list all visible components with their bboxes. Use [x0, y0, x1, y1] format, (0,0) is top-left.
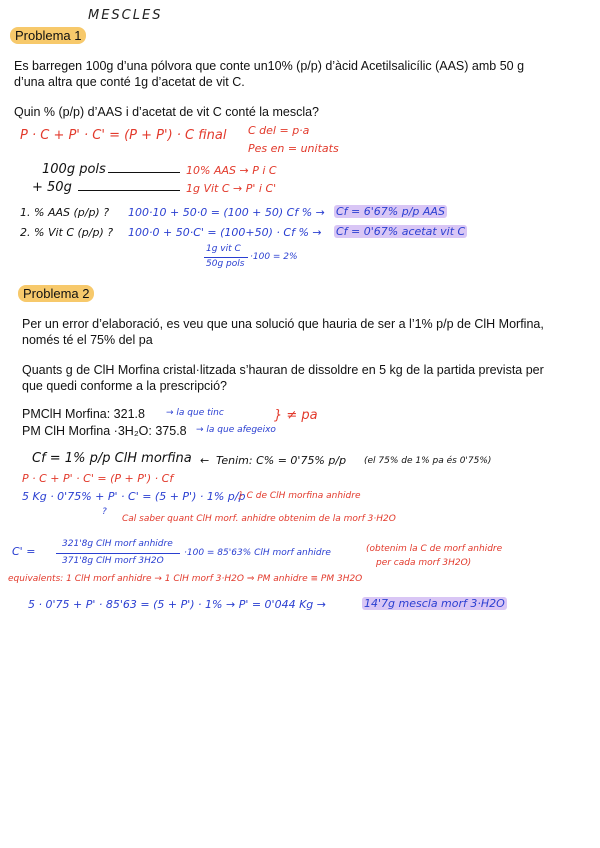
pm-anhydrous: PMClH Morfina: 321.8 — [22, 407, 145, 421]
formula-note-concentration: C del = p·a — [248, 124, 310, 137]
pols-label: 100g pols — [42, 162, 106, 177]
arrow-left: ← — [200, 454, 210, 467]
pols-right-1: 10% AAS → P i C — [186, 164, 277, 177]
fraction-2-numerator: 321'8g ClH morf anhidre — [62, 539, 173, 549]
fraction-denominator: 50g pols — [206, 259, 245, 269]
question-1-equation: 100·10 + 50·0 = (100 + 50) Cf % → — [128, 206, 325, 219]
plus-50g-label: + 50g — [32, 180, 72, 195]
page-title: MESCLES — [88, 8, 163, 23]
fraction-numerator: 1g vit C — [206, 244, 241, 254]
equivalents-line: equivalents: 1 ClH morf anhidre → 1 ClH morf 3·H2O ⇒ PM anhidre ≡ PM 3H2O — [8, 574, 363, 584]
target-concentration: Cf = 1% p/p ClH morfina — [32, 451, 192, 466]
question-1-result: Cf = 6'67% p/p AAS — [336, 205, 445, 218]
problem-1-tag: Problema 1 — [10, 27, 86, 44]
pm-trihydrate: PM ClH Morfina ·3H₂O: 375.8 — [22, 424, 187, 438]
problem-2-question: Quants g de ClH Morfina cristal·litzada s’hauran de dissoldre en 5 kg de la partida prevista per que quedi conforme a la prescripció? — [22, 363, 544, 393]
fraction-2-note-2: per cada morf 3H2O) — [376, 558, 472, 568]
formula-note-weight: Pes en = unitats — [248, 142, 339, 155]
brace-note: } ≠ pa — [274, 408, 318, 423]
fraction-2-denominator: 371'8g ClH morf 3H2O — [62, 556, 164, 566]
arrow-line-1 — [108, 172, 180, 173]
problem-2-tag: Problema 2 — [18, 285, 94, 302]
fraction-2-result: ·100 = 85'63% ClH morf anhidre — [184, 548, 331, 558]
question-2-result: Cf = 0'67% acetat vit C — [336, 225, 466, 238]
pols-right-2: 1g Vit C → P' i C' — [186, 182, 277, 195]
arrow-line-2 — [78, 190, 180, 191]
fraction-2-bar — [56, 553, 180, 554]
problem-1-question: Quin % (p/p) d’AAS i d’acetat de vit C conté la mescla? — [14, 105, 320, 119]
equation-blue: 5 Kg · 0'75% + P' · C' = (5 + P') · 1% p/p — [22, 490, 246, 503]
final-equation: 5 · 0'75 + P' · 85'63 = (5 + P') · 1% → P' = 0'044 Kg → — [28, 598, 326, 611]
fraction-result: ·100 = 2% — [250, 252, 298, 262]
question-2-equation: 100·0 + 50·C' = (100+50) · Cf % → — [128, 226, 322, 239]
pm-anhydrous-note: → la que tinc — [166, 408, 224, 418]
equation-blue-note: } C de ClH morfina anhidre — [238, 491, 361, 501]
c-prime-label: C' = — [12, 545, 36, 558]
question-1-label: 1. % AAS (p/p) ? — [20, 206, 110, 219]
pm-trihydrate-note: → la que afegeixo — [196, 425, 276, 435]
unknown-mark: ? — [102, 507, 107, 517]
equation-red: P · C + P' · C' = (P + P') · Cf — [22, 472, 174, 485]
tenim-line: Tenim: C% = 0'75% p/p — [216, 454, 347, 467]
fraction-bar — [204, 257, 248, 258]
final-result: 14'7g mescla morf 3·H2O — [364, 597, 505, 610]
mix-formula: P · C + P' · C' = (P + P') · C final — [20, 128, 227, 143]
brace-note-text: ≠ pa — [286, 408, 318, 423]
problem-2-statement: Per un error d’elaboració, es veu que una solució que hauria de ser a l’1% p/p de ClH Morfina, només té el 75% del pa — [22, 317, 544, 347]
question-2-label: 2. % Vit C (p/p) ? — [20, 226, 114, 239]
cal-saber-note: Cal saber quant ClH morf. anhidre obtenim de la morf 3·H2O — [122, 514, 396, 524]
fraction-2-note-1: (obtenim la C de morf anhidre — [366, 544, 503, 554]
tenim-note: (el 75% de 1% pa és 0'75%) — [364, 456, 492, 466]
problem-1-statement: Es barregen 100g d’una pólvora que conte un10% (p/p) d’àcid Acetilsalicílic (AAS) amb 50 g d’una altra que conté 1g d’acetat de vit C. — [14, 59, 525, 89]
